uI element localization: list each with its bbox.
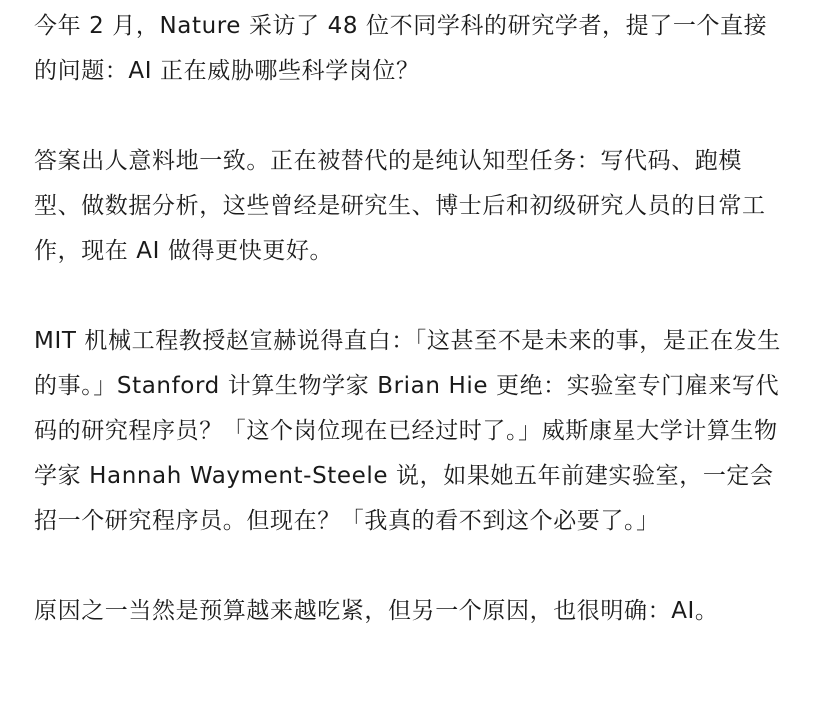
paragraph-intro: 今年 2 月，Nature 采访了 48 位不同学科的研究学者，提了一个直接的问题：AI 正在威胁哪些科学岗位？ xyxy=(34,13,768,84)
paragraph-reason: 原因之一当然是预算越来越吃紧，但另一个原因，也很明确：AI。 xyxy=(34,598,719,624)
article-body xyxy=(34,4,786,634)
paragraph-answer: 答案出人意料地一致。正在被替代的是纯认知型任务：写代码、跑模型、做数据分析，这些曾经是研究生、博士后和初级研究人员的日常工作，现在 AI 做得更快更好。 xyxy=(34,148,766,264)
paragraph-quotes: MIT 机械工程教授赵宣赫说得直白：「这甚至不是未来的事，是正在发生的事。」Stanford 计算生物学家 Brian Hie 更绝：实验室专门雇来写代码的研究程序员？「这个岗位现在已经过时了。」威斯康星大学计算生物学家 Hannah Wayment-Steele 说，如果她五年前建实验室，一定会招一个研究程序员。但现在？「我真的看不到这个必要了。」 xyxy=(34,328,781,534)
